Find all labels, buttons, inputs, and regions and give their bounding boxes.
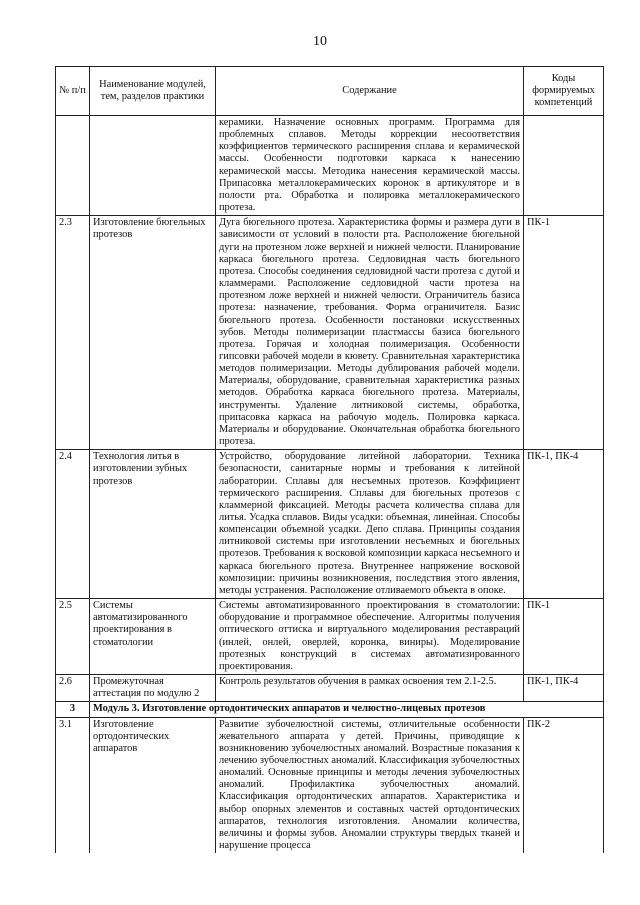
row-num: 2.6 [56, 675, 90, 702]
row-competencies: ПК-1, ПК-4 [524, 675, 604, 702]
row-name: Промежуточная аттестация по модулю 2 [90, 675, 216, 702]
row-name: Изготовление бюгельных протезов [90, 216, 216, 450]
page-number: 10 [313, 34, 327, 49]
row-num [56, 116, 90, 216]
header-name: Наименование модулей, тем, разделов практики [90, 67, 216, 116]
row-competencies: ПК-1 [524, 216, 604, 450]
row-content: Устройство, оборудование литейной лаборатории. Техника безопасности, санитарные нормы и требования к литейной лаборатории. Сплавы для несъемных протезов. Коэффициент термического расширения. Сплавы для бюгельных протезов с кламмерной фиксацией. Методы расчета количества сплава для литья. Усадка сплавов. Виды усадки: объемная, линейная. Способы компенсации объемной усадки. Депо сплава. Принципы создания литниковой системы при изготовлении несъемных и бюгельных протезов. Требования к восковой композиции каркаса несъемного и каркаса бюгельного протеза. Внутреннее напряжение восковой композиции: причины возникновения, последствия этого явления, методы устранения. Расположение отливаемого объекта в опоке. [216, 450, 524, 599]
table-row [56, 717, 604, 853]
row-content: Развитие зубочелюстной системы, отличительные особенности жевательного аппарата у детей. Причины, приводящие к возникновению зубочелюстных аномалий. Возрастные показания к лечению зубочелюстных аномалий. Классификация зубочелюстных аномалий. Основные принципы и методы лечения зубочелюстных аномалий. Профилактика зубочелюстных аномалий. Классификация ортодонтических аппаратов. Характеристика и выбор опорных элементов и составных частей ортодонтических аппаратов, технология изготовления. Аномалии количества, величины и формы зубов. Аномалии структуры твердых тканей и нарушение процесса [216, 717, 524, 853]
table-row [56, 675, 604, 702]
table-row [56, 116, 604, 216]
module-num: 3 [56, 702, 90, 717]
row-name: Изготовление ортодонтических аппаратов [90, 717, 216, 853]
row-num: 2.5 [56, 599, 90, 675]
row-competencies [524, 116, 604, 216]
row-competencies: ПК-1, ПК-4 [524, 450, 604, 599]
table-row [56, 599, 604, 675]
row-competencies: ПК-2 [524, 717, 604, 853]
row-num: 3.1 [56, 717, 90, 853]
header-content: Содержание [216, 67, 524, 116]
row-name: Системы автоматизированного проектирования в стоматологии [90, 599, 216, 675]
table-header-row [56, 67, 604, 116]
row-content: Дуга бюгельного протеза. Характеристика формы и размера дуги в зависимости от условий в полости рта. Расположение бюгельной дуги на протезном ложе верхней и нижней челюсти. Планирование каркаса бюгельного протеза. Седловидная часть бюгельного протеза. Способы соединения седловидной части протеза с дугой и кламмерами. Расположение седловидной части протеза на протезном ложе верхней и нижней челюсти. Ограничитель базиса протеза: назначение, требования. Форма ограничителя. Базис бюгельного протеза. Особенности постановки искусственных зубов. Методы полимеризации пластмассы базиса бюгельного протеза. Горячая и холодная полимеризация. Особенности гипсовки рабочей модели в кювету. Сравнительная характеристика методов полимеризации. Методы дублирования рабочей модели. Материалы, оборудование, сравнительная характеристика разных методов. Обработка каркаса бюгельного протеза. Материалы, инструменты. Удаление литниковой системы, обработка, припасовка каркаса на рабочую модель. Полировка каркаса. Материалы и оборудование. Окончательная обработка бюгельного протеза. [216, 216, 524, 450]
row-content: Системы автоматизированного проектирования в стоматологии: оборудование и программное обеспечение. Алгоритмы получения оптического оттиска и виртуального моделирования реставраций (инлей, онлей, оверлей, коронка, виниры). Моделирование протезных конструкций в системах автоматизированного проектирования. [216, 599, 524, 675]
table-row [56, 216, 604, 450]
row-competencies: ПК-1 [524, 599, 604, 675]
row-content: керамики. Назначение основных программ. Программа для проблемных сплавов. Методы коррекции несоответствия коэффициентов термического расширения сплава и керамической массы. Особенности подготовки каркаса к нанесению керамической массы. Методика нанесения керамической массы. Припасовка металлокерамических коронок в артикуляторе и в полости рта. Обработка и полировка металлокерамического протеза. [216, 116, 524, 216]
module-title: Модуль 3. Изготовление ортодонтических аппаратов и челюстно-лицевых протезов [90, 702, 604, 717]
header-num: № п/п [56, 67, 90, 116]
row-num: 2.3 [56, 216, 90, 450]
row-num: 2.4 [56, 450, 90, 599]
row-content: Контроль результатов обучения в рамках освоения тем 2.1-2.5. [216, 675, 524, 702]
row-name [90, 116, 216, 216]
row-name: Технология литья в изготовлении зубных протезов [90, 450, 216, 599]
module-header-row [56, 702, 604, 717]
header-competencies: Коды формируемых компетенций [524, 67, 604, 116]
curriculum-table [55, 66, 604, 853]
table-row [56, 450, 604, 599]
